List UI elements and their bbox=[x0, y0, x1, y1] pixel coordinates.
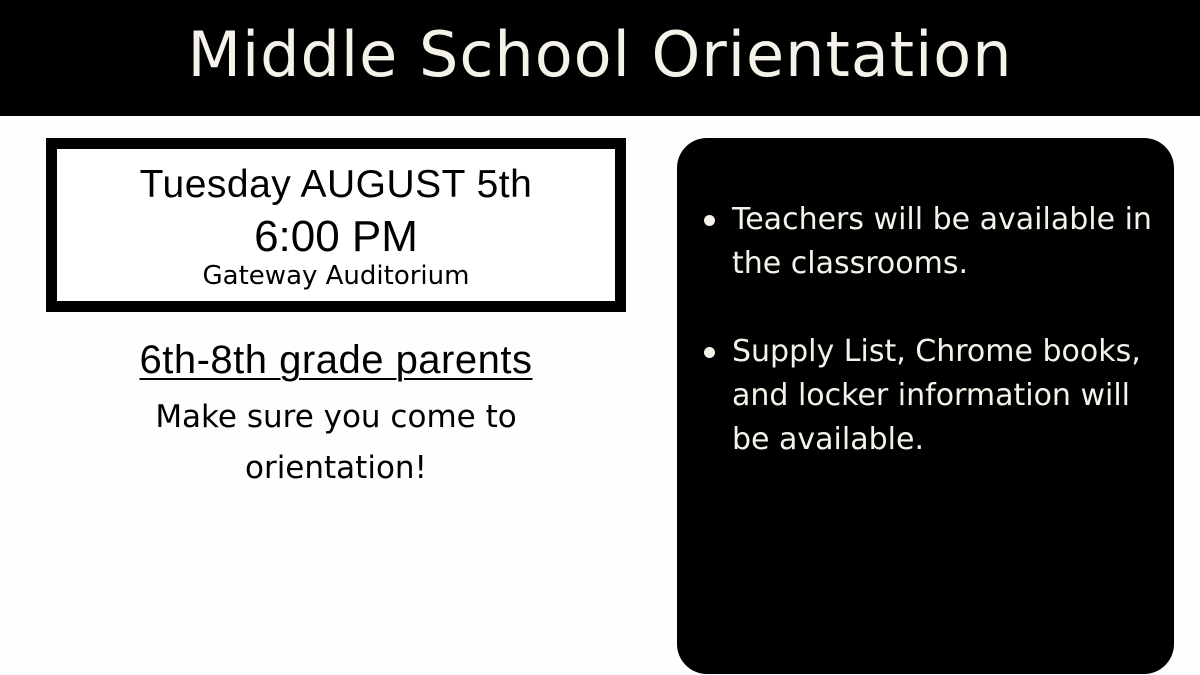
bullet-icon bbox=[704, 215, 715, 226]
audience-message: Make sure you come to orientation! bbox=[155, 399, 517, 486]
page-title: Middle School Orientation bbox=[187, 18, 1013, 91]
audience-heading: 6th-8th grade parents bbox=[139, 338, 533, 382]
bullet-icon bbox=[704, 347, 715, 358]
list-item bbox=[677, 330, 1174, 462]
event-details-box bbox=[46, 138, 626, 312]
event-date: Tuesday AUGUST 5th bbox=[139, 163, 533, 206]
info-item-text: Teachers will be available in the classrooms. bbox=[732, 202, 1152, 281]
list-item bbox=[677, 198, 1174, 286]
info-panel bbox=[677, 138, 1174, 674]
info-list bbox=[677, 198, 1174, 506]
info-item-text: Supply List, Chrome books, and locker information will be available. bbox=[732, 334, 1141, 457]
title-bar bbox=[0, 0, 1200, 116]
audience-section bbox=[36, 340, 636, 494]
event-time: 6:00 PM bbox=[254, 212, 418, 261]
event-location: Gateway Auditorium bbox=[202, 261, 470, 291]
